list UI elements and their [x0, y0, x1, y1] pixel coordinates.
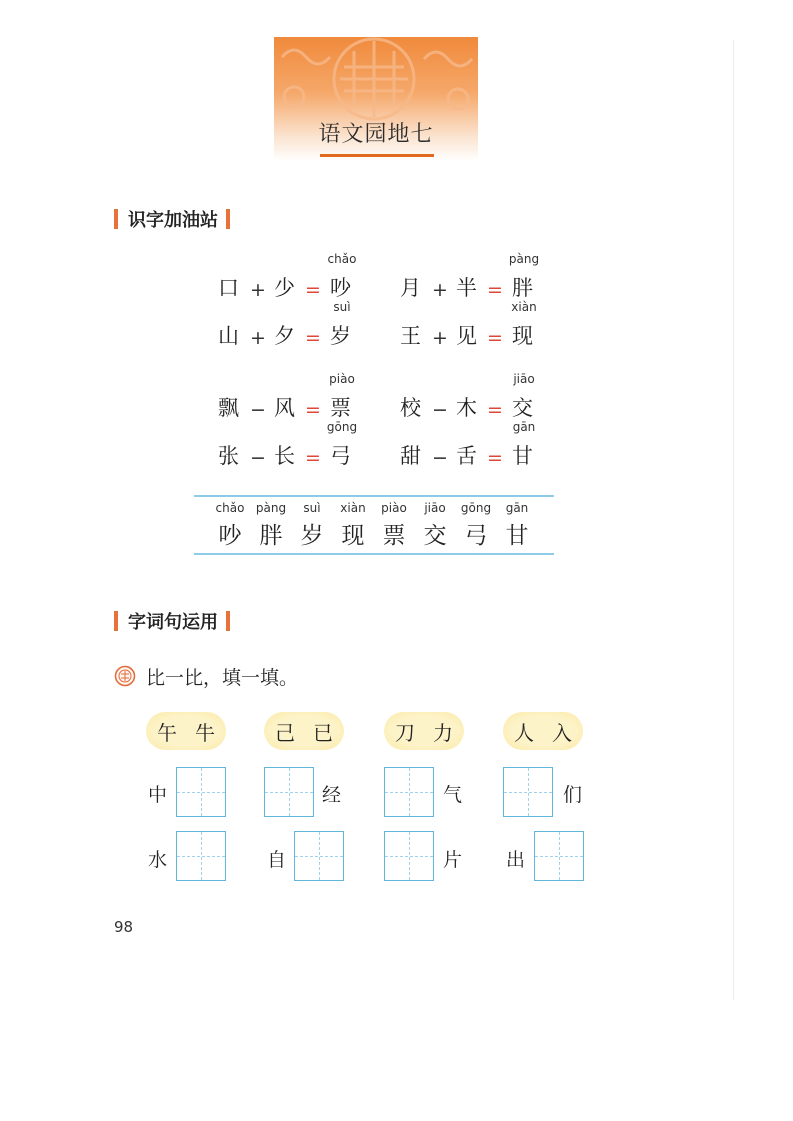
- char-pair-pill: [503, 712, 590, 750]
- char-pair: 己已: [275, 720, 351, 745]
- strip-pinyin: piào: [381, 501, 407, 515]
- equation-char: 舌: [456, 444, 477, 468]
- equation: [218, 372, 368, 422]
- strip-pinyin: gōng: [460, 501, 492, 515]
- strip-item: [454, 501, 498, 550]
- strip-pinyin: pàng: [255, 501, 287, 515]
- pinyin-annotation: chǎo: [327, 252, 357, 266]
- strip-pinyin: suì: [303, 501, 321, 515]
- equals-sign: =: [305, 279, 321, 301]
- fill-label: 中: [148, 784, 168, 806]
- operator: +: [250, 327, 266, 349]
- equation: [218, 420, 368, 470]
- strip-item: [495, 501, 539, 550]
- page-edge-line: [733, 40, 734, 1000]
- strip-char: 胖: [259, 523, 283, 549]
- heading-bar-left: [114, 209, 118, 229]
- equals-sign: =: [487, 447, 503, 469]
- writing-grid-box[interactable]: [384, 767, 434, 817]
- heading-bar-right: [226, 611, 230, 631]
- title-underline: [320, 154, 434, 157]
- strip-pinyin: chǎo: [215, 501, 245, 515]
- char-pair: 刀力: [395, 720, 471, 745]
- character-strip: [194, 495, 554, 555]
- instruction-text: 比一比，填一填。: [146, 666, 299, 689]
- result-char: 甘: [512, 444, 533, 468]
- result-char: 票: [330, 396, 351, 420]
- operator: +: [432, 279, 448, 301]
- equation: [400, 420, 550, 470]
- operator: −: [432, 447, 448, 469]
- strip-char: 票: [382, 523, 406, 549]
- chapter-title: 语文园地七: [318, 122, 434, 147]
- result-char: 岁: [330, 324, 351, 348]
- equals-sign: =: [305, 399, 321, 421]
- strip-char: 现: [341, 523, 365, 549]
- section-title: 识字加油站: [128, 210, 218, 231]
- equation-char: 校: [400, 396, 421, 420]
- char-pair-pill: [264, 712, 351, 750]
- result-char: 弓: [330, 444, 351, 468]
- equation: [218, 300, 368, 350]
- fill-label: 自: [267, 849, 287, 871]
- pinyin-annotation: jiāo: [513, 372, 535, 386]
- result-char: 现: [512, 324, 533, 348]
- strip-item: [372, 501, 416, 550]
- equation: [400, 252, 550, 302]
- pinyin-annotation: suì: [333, 300, 351, 314]
- equals-sign: =: [487, 327, 503, 349]
- operator: −: [250, 399, 266, 421]
- equation-char: 半: [456, 276, 477, 300]
- equation-char: 山: [218, 324, 239, 348]
- equals-sign: =: [487, 399, 503, 421]
- fill-label: 经: [322, 784, 342, 806]
- section-heading-literacy: [114, 206, 230, 232]
- char-pair-pill: [384, 712, 471, 750]
- strip-item: [249, 501, 293, 550]
- equation-char: 飘: [218, 396, 239, 420]
- strip-char: 交: [423, 523, 447, 549]
- equation-char: 少: [274, 276, 295, 300]
- pinyin-annotation: pàng: [508, 252, 540, 266]
- equation-char: 长: [274, 444, 295, 468]
- equation-char: 风: [274, 396, 295, 420]
- pinyin-annotation: piào: [329, 372, 355, 386]
- equals-sign: =: [487, 279, 503, 301]
- operator: −: [250, 447, 266, 469]
- section-title: 字词句运用: [128, 612, 218, 633]
- exercise-instruction: [114, 662, 298, 690]
- writing-grid-box[interactable]: [534, 831, 584, 881]
- equation-char: 张: [218, 444, 239, 468]
- equals-sign: =: [305, 447, 321, 469]
- strip-char: 吵: [218, 523, 242, 549]
- strip-pinyin: jiāo: [424, 501, 446, 515]
- equation-char: 口: [218, 276, 239, 300]
- equation-char: 甜: [400, 444, 421, 468]
- char-pair: 午牛: [157, 720, 233, 745]
- heading-bar-right: [226, 209, 230, 229]
- strip-item: [208, 501, 252, 550]
- operator: +: [432, 327, 448, 349]
- equation: [400, 372, 550, 422]
- strip-pinyin: gān: [505, 501, 529, 515]
- chapter-banner: [274, 37, 478, 161]
- strip-item: [331, 501, 375, 550]
- fill-label: 们: [563, 784, 583, 806]
- equation-char: 夕: [274, 324, 295, 348]
- fill-label: 水: [148, 849, 168, 871]
- writing-grid-box[interactable]: [294, 831, 344, 881]
- fill-label: 出: [506, 849, 526, 871]
- section-heading-usage: [114, 608, 230, 634]
- writing-grid-box[interactable]: [384, 831, 434, 881]
- strip-char: 甘: [505, 523, 529, 549]
- writing-grid-box[interactable]: [503, 767, 553, 817]
- pinyin-annotation: gōng: [326, 420, 358, 434]
- equation-char: 王: [400, 324, 421, 348]
- equals-sign: =: [305, 327, 321, 349]
- strip-pinyin: xiàn: [340, 501, 366, 515]
- strip-item: [290, 501, 334, 550]
- equation-char: 月: [400, 276, 421, 300]
- equation-char: 见: [456, 324, 477, 348]
- char-pair-pill: [146, 712, 233, 750]
- page-number: 98: [114, 918, 134, 936]
- strip-char: 岁: [300, 523, 324, 549]
- fill-label: 气: [443, 784, 463, 806]
- pinyin-annotation: gān: [512, 420, 536, 434]
- equation-char: 木: [456, 396, 477, 420]
- fill-label: 片: [443, 849, 463, 871]
- equation: [218, 252, 368, 302]
- result-char: 吵: [330, 276, 351, 300]
- writing-grid-box[interactable]: [264, 767, 314, 817]
- operator: −: [432, 399, 448, 421]
- writing-grid-box[interactable]: [176, 831, 226, 881]
- heading-bar-left: [114, 611, 118, 631]
- equation: [400, 300, 550, 350]
- writing-grid-box[interactable]: [176, 767, 226, 817]
- strip-char: 弓: [464, 523, 488, 549]
- pinyin-annotation: xiàn: [511, 300, 537, 314]
- strip-item: [413, 501, 457, 550]
- result-char: 交: [512, 396, 533, 420]
- result-char: 胖: [512, 276, 533, 300]
- operator: +: [250, 279, 266, 301]
- char-pair: 人入: [514, 720, 590, 745]
- seal-icon: [114, 665, 136, 687]
